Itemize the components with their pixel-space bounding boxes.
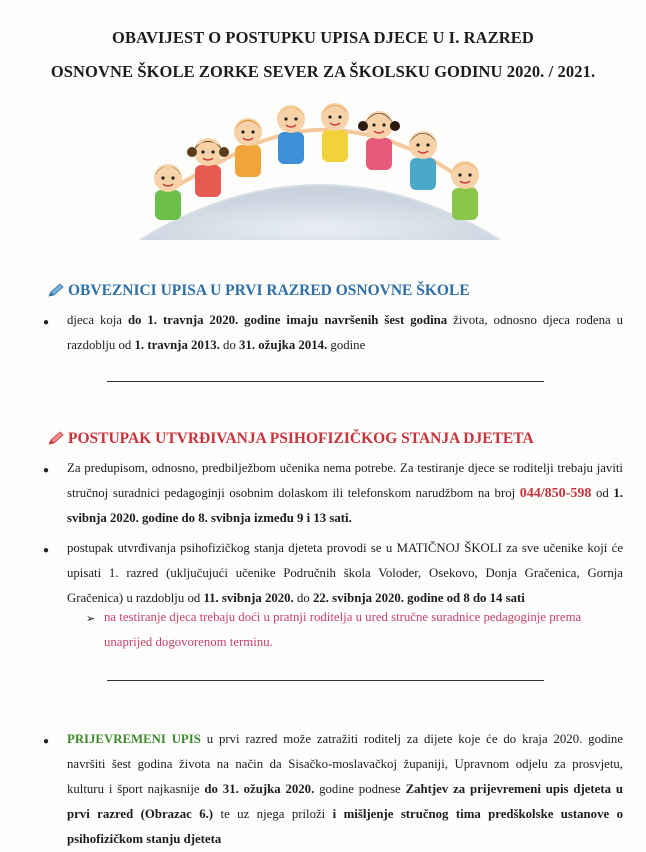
bullet-icon: ●: [43, 465, 50, 476]
phone-number: 044/850-598: [519, 486, 592, 501]
kid-figure: [234, 118, 262, 177]
section-heading-postupak: POSTUPAK UTVRĐIVANJA PSIHOFIZIČKOG STANJA DJETETA: [48, 430, 534, 448]
kid-figure: [277, 105, 305, 164]
pencil-icon: [48, 283, 64, 297]
kid-figure: [321, 103, 349, 162]
lead-prijevremeni-upis: PRIJEVREMENI UPIS: [67, 732, 201, 746]
bullet-icon: ●: [43, 736, 50, 747]
bullet-icon: ●: [43, 317, 50, 328]
arrow-bullet-icon: ➢: [86, 613, 96, 625]
paragraph-obveznici: djeca koja do 1. travnja 2020. godine imaju navršenih šest godina života, odnosno djeca rođena u razdoblju od 1. travnja 2013. do 31. ožujka 2014. godine: [67, 313, 624, 352]
bullet-icon: ●: [43, 545, 50, 556]
section-heading-obveznici: OBVEZNICI UPISA U PRVI RAZRED OSNOVNE ŠKOLE: [48, 282, 470, 300]
kid-figure: [409, 131, 437, 190]
note-testiranje: na testiranje djeca trebaju doći u pratnji roditelja u ured stručne suradnice pedagoginje prema unaprijed dogovorenom terminu.: [104, 610, 582, 649]
paragraph-prijevremeni-upis: PRIJEVREMENI UPIS u prvi razred može zatražiti roditelj za dijete koje će do kraja 2020. godine navršiti šest godina života na način da Sisačko-moslavačkoj županiji, Upravnom odjelu za prosvjetu, kulturu i šport najkasnije do 31. ožujka 2020. godine podnese Zahtjev za prijevremeni upis djeteta u prvi razred (Obrazac 6.) te uz njega priloži i mišljenje stručnog tima predškolske ustanove o psihofizičkom stanju djeteta: [67, 732, 623, 846]
title-line-2: OSNOVNE ŠKOLE ZORKE SEVER ZA ŠKOLSKU GODINU 2020. / 2021.: [50, 62, 596, 81]
title-line-1: OBAVIJEST O POSTUPKU UPISA DJECE U I. RAZRED: [112, 28, 534, 47]
kid-figure: [187, 138, 229, 197]
pencil-icon: [48, 431, 64, 445]
kid-figure: [451, 161, 479, 220]
divider-line: [107, 381, 544, 382]
kid-figure: [154, 164, 182, 220]
paragraph-predupis: Za predupisom, odnosno, predbilježbom učenika nema potrebe. Za testiranje djece se roditelji trebaju javiti stručnoj suradnici pedagoginji osobnim dolaskom ili telefonskom narudžbom na broj 044/850-598 od 1. svibnja 2020. godine do 8. svibnja između 9 i 13 sati.: [67, 461, 623, 525]
paragraph-postupak: postupak utvrđivanja psihofizičkog stanja djeteta provodi se u MATIČNOJ ŠKOLI za sve učenike koji će upisati 1. razred (uključujući učenike Područnih škola Voloder, Osekovo, Donja Gračenica, Gornja Gračenica) u razdoblju od 11. svibnja 2020. do 22. svibnja 2020. godine od 8 do 14 sati: [67, 541, 623, 605]
children-circle-illustration: [100, 90, 540, 250]
divider-line: [107, 680, 544, 681]
